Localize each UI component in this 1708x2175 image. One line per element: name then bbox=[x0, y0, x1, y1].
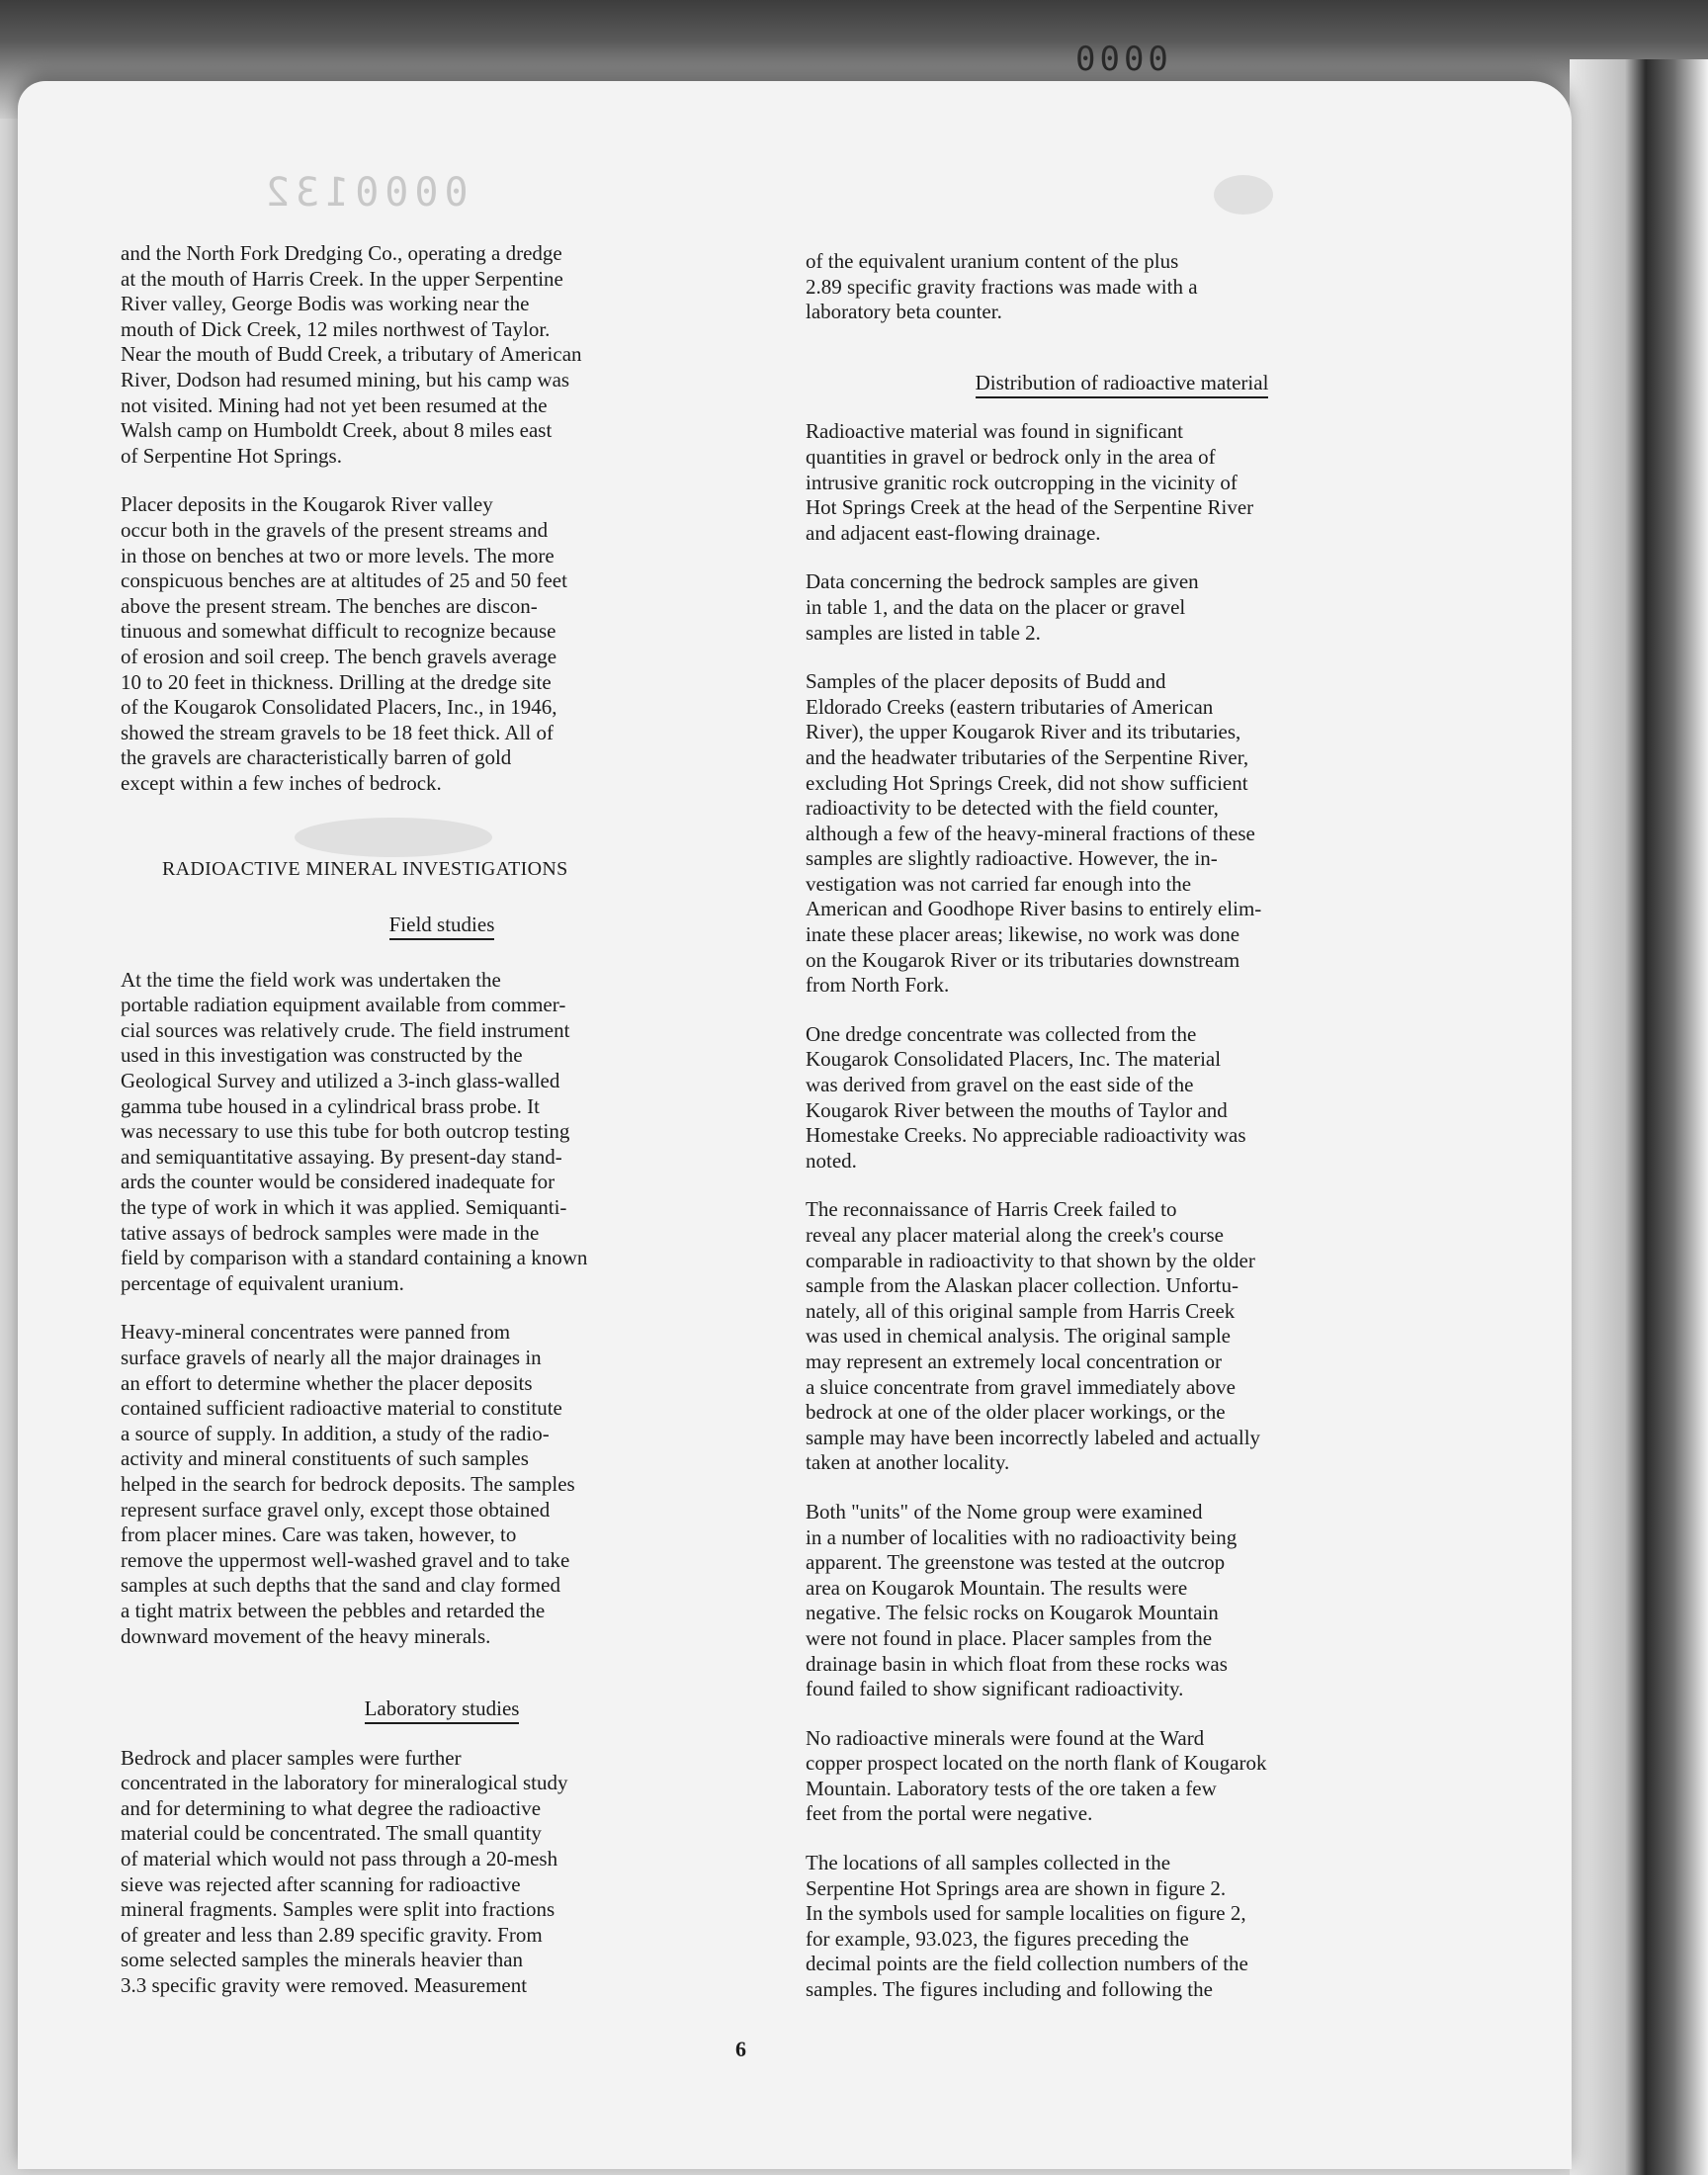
paragraph: Placer deposits in the Kougarok River valley occur both in the gravels of the present streams and in those on benches at two or more levels. The more conspicuous benches are at altitudes of 25 and 50 feet above the present stream. The benches are discon- tinuous and somewhat difficult to recognize because of erosion and soil creep. The bench gravels average 10 to 20 feet in thickness. Drilling at the dredge site of the Kougarok Consolidated Placers, Inc., in 1946, showed the stream gravels to be 18 feet thick. All of the gravels are characteristically barren of gold except within a few inches of bedrock. bbox=[121, 492, 567, 795]
ghost-bleed-number: 0000132 bbox=[260, 170, 469, 216]
subsection-heading bbox=[121, 913, 763, 938]
scan-shadow-right bbox=[1570, 59, 1708, 2175]
heading-text: Distribution of radioactive material bbox=[976, 371, 1269, 398]
subsection-heading bbox=[806, 371, 1438, 396]
paragraph: Samples of the placer deposits of Budd and Eldorado Creeks (eastern tributaries of American River), the upper Kougarok River and its tributaries, and the headwater tributaries of the Serpentine River, excluding Hot Springs Creek, did not show sufficient radioactivity to be detected with the field counter, although a few of the heavy-mineral fractions of these samples are slightly radioactive. However, the in- vestigation was not carried far enough into the American and Goodhope River basins to entirely elim- inate these placer areas; likewise, no work was done on the Kougarok River or its tributaries downstream from North Fork. bbox=[806, 669, 1262, 998]
paragraph: One dredge concentrate was collected from the Kougarok Consolidated Placers, Inc. The material was derived from gravel on the east side of the Kougarok River between the mouths of Taylor and Homestake Creeks. No appreciable radioactivity was noted. bbox=[806, 1021, 1246, 1173]
paragraph: Radioactive material was found in significant quantities in gravel or bedrock only in the area of intrusive granitic rock outcropping in the vicinity of Hot Springs Creek at the head of the Serpentine River and adjacent east-flowing drainage. bbox=[806, 419, 1254, 545]
paragraph: Both "units" of the Nome group were examined in a number of localities with no radioactivity being apparent. The greenstone was tested at the outcrop area on Kougarok Mountain. The results were negative. The felsic rocks on Kougarok Mountain were not found in place. Placer samples from the drainage basin in which float from these rocks was found failed to show significant radioactivity. bbox=[806, 1499, 1238, 1701]
paragraph: Heavy-mineral concentrates were panned from surface gravels of nearly all the major drainages in an effort to determine whether the placer deposits contained sufficient radioactive material to constitute a source of supply. In addition, a study of the radio- activity and mineral constituents of such samples helped in the search for bedrock deposits. The samples represent surface gravel only, except those obtained from placer mines. Care was taken, however, to remove the uppermost well-washed gravel and to take samples at such depths that the sand and clay formed a tight matrix between the pebbles and retarded the downward movement of the heavy minerals. bbox=[121, 1320, 575, 1648]
paragraph: of the equivalent uranium content of the plus 2.89 specific gravity fractions was made with a laboratory beta counter. bbox=[806, 249, 1198, 324]
page-number: 6 bbox=[735, 2037, 746, 2061]
right-column bbox=[806, 249, 1438, 2003]
paragraph: The locations of all samples collected in the Serpentine Hot Springs area are shown in figure 2. In the symbols used for sample localities on figure 2, for example, 93.023, the figures preceding the decimal points are the field collection numbers of the samples. The figures including and following the bbox=[806, 1851, 1248, 2002]
paragraph: Data concerning the bedrock samples are given in table 1, and the data on the placer or gravel samples are listed in table 2. bbox=[806, 569, 1199, 645]
left-column bbox=[121, 241, 763, 1999]
paragraph: Bedrock and placer samples were further concentrated in the laboratory for mineralogical study and for determining to what degree the radioactive material could be concentrated. The small quantity of material which would not pass through a 20-mesh sieve was rejected after scanning for radioactive mineral fragments. Samples were split into fractions of greater and less than 2.89 specific gravity. From some selected samples the minerals heavier than 3.3 specific gravity were removed. Measurement bbox=[121, 1745, 568, 1998]
paragraph: The reconnaissance of Harris Creek failed to reveal any placer material along the creek's course comparable in radioactivity to that shown by the older sample from the Alaskan placer collection. Unfortu- nately, all of this original sample from Harris Creek was used in chemical analysis. The original sample may represent an extremely local concentration or a sluice concentrate from gravel immediately above bedrock at one of the older placer workings, or the sample may have been incorrectly labeled and actually taken at another locality. bbox=[806, 1197, 1261, 1475]
paragraph: At the time the field work was undertaken the portable radiation equipment available from commer- cial sources was relatively crude. The field instrument used in this investigation was constructed by the Geological Survey and utilized a 3-inch glass-walled gamma tube housed in a cylindrical brass probe. It was necessary to use this tube for both outcrop testing and semiquantitative assaying. By present-day stand- ards the counter would be considered inadequate for the type of work in which it was applied. Semiquanti- tative assays of bedrock samples were made in the field by comparison with a standard containing a known percentage of equivalent uranium. bbox=[121, 967, 588, 1295]
stamp-number: 0000 bbox=[1075, 40, 1172, 79]
scan-smudge bbox=[1214, 175, 1273, 215]
subsection-heading bbox=[121, 1696, 763, 1722]
paragraph: and the North Fork Dredging Co., operating a dredge at the mouth of Harris Creek. In the upper Serpentine River valley, George Bodis was working near the mouth of Dick Creek, 12 miles northwest of Taylor. Near the mouth of Budd Creek, a tributary of American River, Dodson had resumed mining, but his camp was not visited. Mining had not yet been resumed at the Walsh camp on Humboldt Creek, about 8 miles east of Serpentine Hot Springs. bbox=[121, 241, 582, 468]
heading-text: Laboratory studies bbox=[365, 1696, 520, 1724]
section-heading: RADIOACTIVE MINERAL INVESTIGATIONS bbox=[162, 858, 568, 881]
paragraph: No radioactive minerals were found at the Ward copper prospect located on the north flank of Kougarok Mountain. Laboratory tests of the ore taken a few feet from the portal were negative. bbox=[806, 1725, 1267, 1826]
heading-text: Field studies bbox=[389, 913, 495, 940]
